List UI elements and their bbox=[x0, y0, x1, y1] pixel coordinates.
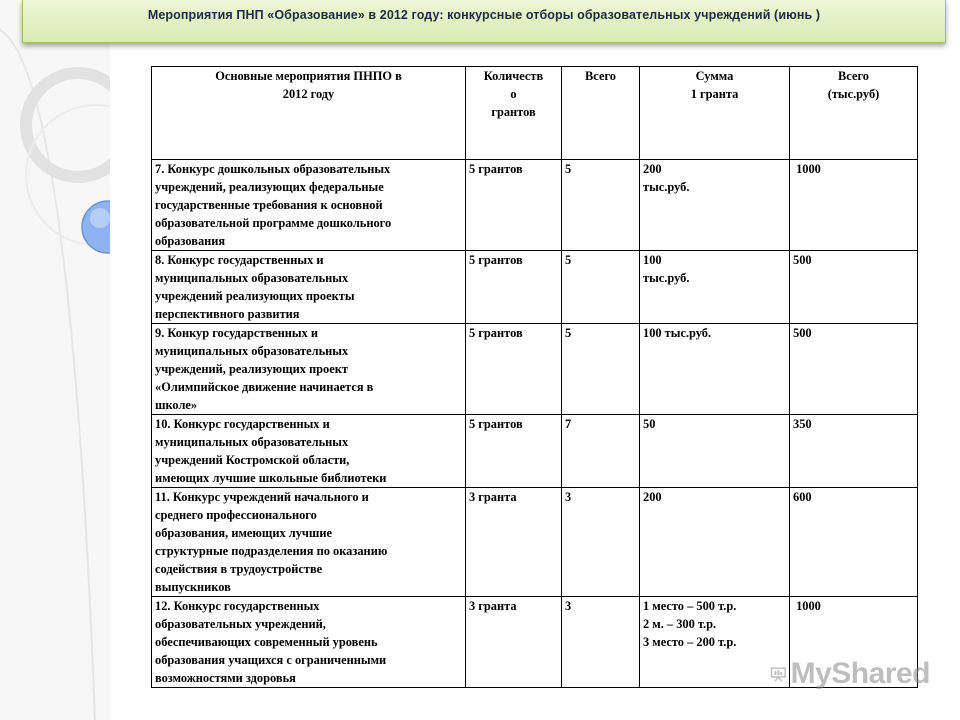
total-cell: 7 bbox=[562, 415, 640, 488]
total-k-cell: 1000 bbox=[790, 160, 918, 251]
total-cell: 3 bbox=[562, 597, 640, 688]
text-line: 8. Конкурс государственных и bbox=[155, 253, 324, 267]
event-cell bbox=[152, 488, 466, 597]
count-cell: 5 грантов bbox=[466, 324, 562, 415]
text-line: о bbox=[510, 87, 517, 101]
text-line: учреждений Костромской области, bbox=[155, 453, 350, 467]
total-cell: 5 bbox=[562, 324, 640, 415]
left-decoration bbox=[0, 0, 110, 720]
text-line: образования bbox=[155, 234, 226, 248]
total-k-cell: 1000 bbox=[790, 597, 918, 688]
text-line: «Олимпийское движение начинается в bbox=[155, 380, 374, 394]
text-line: учреждений, реализующих федеральные bbox=[155, 180, 384, 194]
header-total-k bbox=[790, 67, 918, 160]
event-cell bbox=[152, 324, 466, 415]
text-line: 1 место – 500 т.р. bbox=[643, 599, 737, 613]
text-line: образовательной программе дошкольного bbox=[155, 216, 392, 230]
text-line: учреждений, реализующих проект bbox=[155, 362, 348, 376]
text-line: 1 гранта bbox=[690, 87, 739, 101]
text-line: 7. Конкурс дошкольных образовательных bbox=[155, 162, 391, 176]
total-cell: 5 bbox=[562, 251, 640, 324]
header-sum bbox=[640, 67, 790, 160]
total-k-cell: 500 bbox=[790, 251, 918, 324]
text-line: структурные подразделения по оказанию bbox=[155, 544, 388, 558]
text-line: имеющих лучшие школьные библиотеки bbox=[155, 471, 387, 485]
text-line: (тыс.руб) bbox=[827, 87, 880, 101]
text-line: образовательных учреждений, bbox=[155, 617, 326, 631]
text-line: 10. Конкурс государственных и bbox=[155, 417, 330, 431]
text-line: 2012 году bbox=[282, 87, 335, 101]
text-line: учреждений реализующих проекты bbox=[155, 289, 355, 303]
event-cell bbox=[152, 415, 466, 488]
header-events bbox=[152, 67, 466, 160]
count-cell: 3 гранта bbox=[466, 597, 562, 688]
total-k-cell: 600 bbox=[790, 488, 918, 597]
text-line: грантов bbox=[491, 105, 536, 119]
header-count bbox=[466, 67, 562, 160]
count-cell: 5 грантов bbox=[466, 251, 562, 324]
table-row bbox=[152, 160, 918, 251]
text-line: Количеств bbox=[483, 69, 544, 83]
text-line: 100 тыс.руб. bbox=[643, 326, 712, 340]
text-line: Всего bbox=[585, 69, 616, 83]
total-cell: 3 bbox=[562, 488, 640, 597]
text-line: 100 bbox=[643, 253, 662, 267]
text-line: 12. Конкурс государственных bbox=[155, 599, 320, 613]
text-line: Основные мероприятия ПНПО в bbox=[215, 69, 402, 83]
table-header-row bbox=[152, 67, 918, 160]
text-line: обеспечивающих современный уровень bbox=[155, 635, 378, 649]
count-cell: 5 грантов bbox=[466, 415, 562, 488]
text-line: образования учащихся с ограниченными bbox=[155, 653, 387, 667]
total-k-cell: 500 bbox=[790, 324, 918, 415]
sum-cell bbox=[640, 488, 790, 597]
title-bar bbox=[22, 0, 946, 43]
text-line: муниципальных образовательных bbox=[155, 435, 349, 449]
table-row bbox=[152, 415, 918, 488]
text-line: муниципальных образовательных bbox=[155, 271, 349, 285]
text-line: образования, имеющих лучшие bbox=[155, 526, 333, 540]
text-line: Всего bbox=[838, 69, 869, 83]
text-line: 2 м. – 300 т.р. bbox=[643, 617, 717, 631]
text-line: возможностями здоровья bbox=[155, 671, 296, 685]
text-line: перспективного развития bbox=[155, 307, 300, 321]
event-cell bbox=[152, 251, 466, 324]
event-cell bbox=[152, 597, 466, 688]
watermark-text: MyShared bbox=[790, 657, 930, 690]
grants-table bbox=[151, 66, 918, 688]
watermark bbox=[770, 652, 930, 696]
text-line: государственные требования к основной bbox=[155, 198, 383, 212]
table-row bbox=[152, 488, 918, 597]
table-row bbox=[152, 251, 918, 324]
table-row bbox=[152, 324, 918, 415]
text-line: среднего профессионального bbox=[155, 508, 317, 522]
text-line: тыс.руб. bbox=[643, 271, 690, 285]
text-line: выпускников bbox=[155, 580, 231, 594]
sum-cell bbox=[640, 160, 790, 251]
text-line: содействия в трудоустройстве bbox=[155, 562, 323, 576]
text-line: школе» bbox=[155, 398, 198, 412]
presentation-icon bbox=[770, 657, 787, 691]
count-cell: 3 гранта bbox=[466, 488, 562, 597]
text-line: 50 bbox=[643, 417, 656, 431]
sum-cell bbox=[640, 324, 790, 415]
sum-cell bbox=[640, 415, 790, 488]
header-total bbox=[562, 67, 640, 160]
text-line: муниципальных образовательных bbox=[155, 344, 349, 358]
text-line: 200 bbox=[643, 162, 662, 176]
sum-cell bbox=[640, 597, 790, 688]
text-line: Сумма bbox=[695, 69, 734, 83]
slide-title: Мероприятия ПНП «Образование» в 2012 году: конкурсные отборы образовательных учреждений (июнь ) bbox=[147, 8, 821, 22]
sum-cell bbox=[640, 251, 790, 324]
total-k-cell: 350 bbox=[790, 415, 918, 488]
text-line: 200 bbox=[643, 490, 662, 504]
text-line: 9. Конкур государственных и bbox=[155, 326, 319, 340]
text-line: тыс.руб. bbox=[643, 180, 690, 194]
text-line: 11. Конкурс учреждений начального и bbox=[155, 490, 369, 504]
text-line: 3 место – 200 т.р. bbox=[643, 635, 737, 649]
count-cell: 5 грантов bbox=[466, 160, 562, 251]
total-cell: 5 bbox=[562, 160, 640, 251]
event-cell bbox=[152, 160, 466, 251]
